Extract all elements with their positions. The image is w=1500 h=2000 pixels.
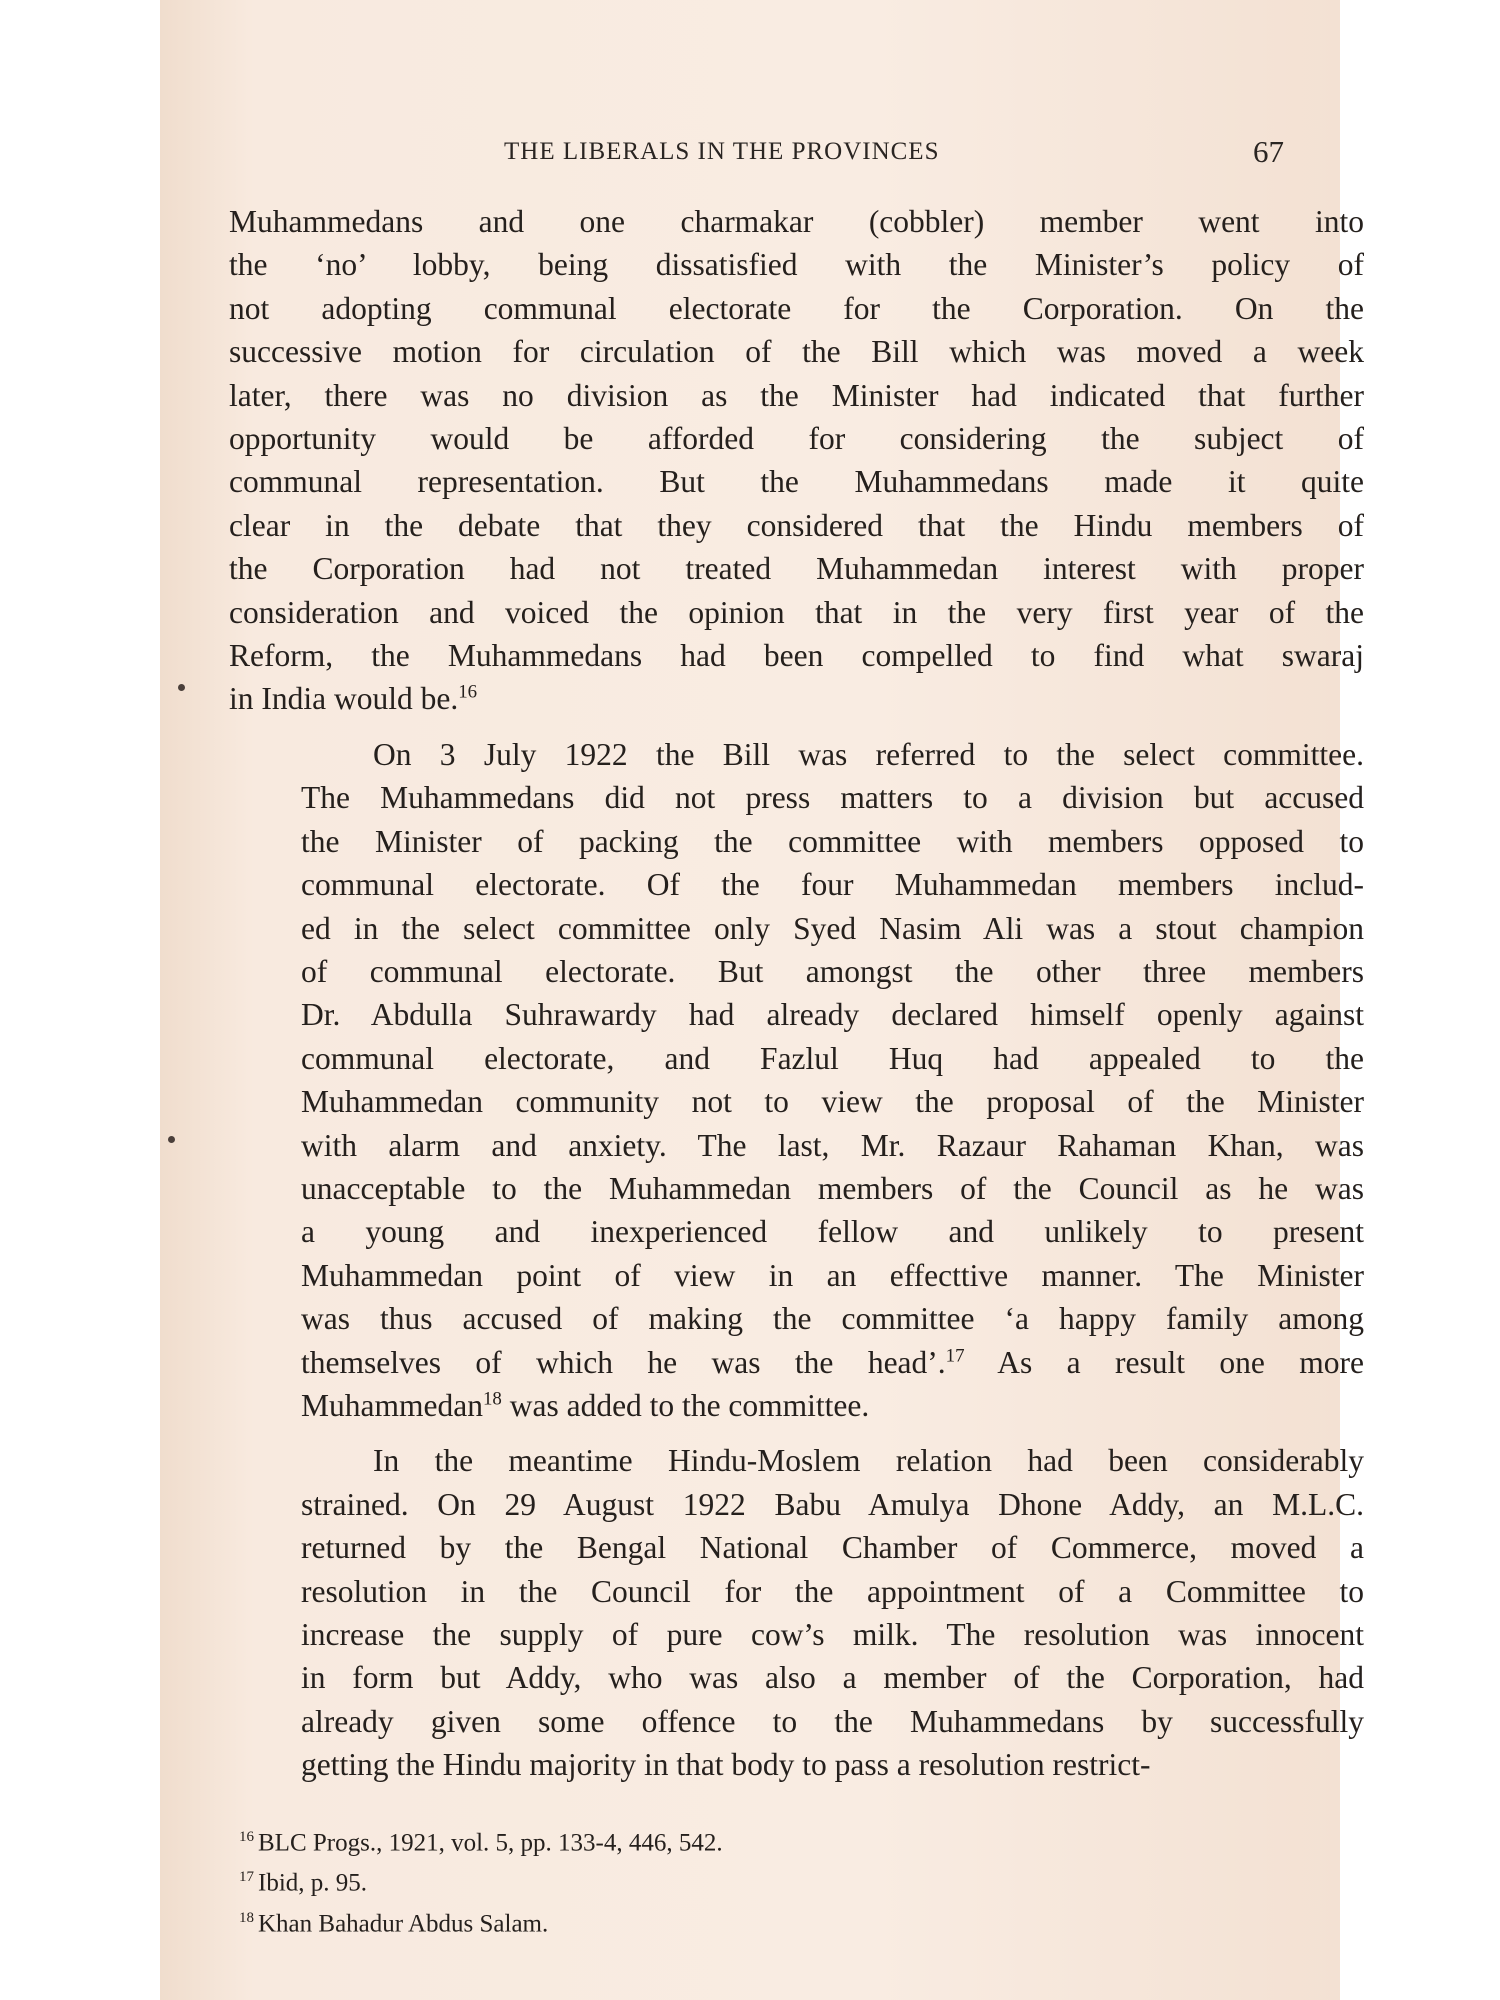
text-line <box>229 1656 1364 1699</box>
line-text: already given some offence to the Muhammedans by successfully <box>301 1703 1364 1739</box>
running-title: THE LIBERALS IN THE PROVINCES <box>504 138 940 165</box>
text-line <box>229 1743 1364 1786</box>
footnote-mark: 18 <box>239 1909 254 1926</box>
text-line <box>229 776 1364 819</box>
text-line <box>229 1254 1364 1297</box>
line-text: themselves of which he was the head’. <box>301 1344 946 1380</box>
paragraph <box>229 200 1364 721</box>
line-text: communal electorate. Of the four Muhammedan members includ- <box>301 867 1364 903</box>
line-text: As a result one more <box>964 1344 1365 1380</box>
line-text: unacceptable to the Muhammedan members of the Council as he was <box>301 1170 1364 1206</box>
line-text: opportunity would be afforded for considering the subject of <box>229 421 1364 457</box>
footnote-reference: 17 <box>945 1345 965 1367</box>
line-text: in India would be. <box>229 681 459 717</box>
text-line <box>229 1526 1364 1569</box>
text-line <box>229 863 1364 906</box>
text-line <box>229 1439 1364 1482</box>
line-text: increase the supply of pure cow’s milk. The resolution was innocent <box>301 1617 1364 1652</box>
text-line <box>229 1210 1364 1253</box>
text-line <box>229 1384 1364 1427</box>
line-text: successive motion for circulation of the Bill which was moved a week <box>229 334 1364 370</box>
running-head <box>160 134 1340 174</box>
text-line <box>229 820 1364 863</box>
text-line <box>229 1341 1364 1384</box>
line-text: On 3 July 1922 the Bill was referred to the select committee. <box>373 736 1364 772</box>
line-text: consideration and voiced the opinion that in the very first year of the <box>229 594 1364 630</box>
book-page <box>160 0 1365 2000</box>
text-line <box>229 504 1364 547</box>
paragraph <box>229 733 1364 1428</box>
line-text: later, there was no division as the Minister had indicated that further <box>229 377 1364 413</box>
text-line <box>229 460 1364 503</box>
line-text: Muhammedan community not to view the proposal of the Minister <box>301 1084 1364 1120</box>
text-line <box>229 1297 1364 1340</box>
text-line <box>229 1483 1364 1526</box>
line-text: the Corporation had not treated Muhammedan interest with proper <box>229 551 1364 587</box>
footnotes <box>239 1820 1239 1941</box>
line-text: in form but Addy, who was also a member of the Corporation, had <box>301 1660 1364 1696</box>
line-text: resolution in the Council for the appointment of a Committee to <box>301 1573 1364 1609</box>
footnote <box>239 1820 1239 1860</box>
text-line <box>229 1700 1364 1743</box>
line-text: In the meantime Hindu-Moslem relation had been considerably <box>373 1443 1364 1479</box>
line-text: a young and inexperienced fellow and unlikely to present <box>301 1214 1364 1250</box>
text-line <box>229 1613 1364 1656</box>
text-line <box>229 993 1364 1036</box>
text-line <box>229 417 1364 460</box>
margin-speck <box>178 684 185 691</box>
footnote-mark: 16 <box>239 1829 254 1845</box>
text-line <box>229 950 1364 993</box>
footnote-text: Khan Bahadur Abdus Salam. <box>258 1909 549 1937</box>
line-text: not adopting communal electorate for the Corporation. On the <box>229 290 1364 326</box>
text-line <box>229 1037 1364 1080</box>
line-text: was added to the committee. <box>501 1387 870 1423</box>
line-text: with alarm and anxiety. The last, Mr. Razaur Rahaman Khan, was <box>301 1127 1364 1163</box>
line-text: strained. On 29 August 1922 Babu Amulya Dhone Addy, an M.L.C. <box>301 1486 1364 1522</box>
line-text: communal representation. But the Muhammedans made it quite <box>229 464 1364 500</box>
footnote-reference: 16 <box>458 681 478 703</box>
text-line <box>229 1570 1364 1613</box>
text-line <box>229 1080 1364 1123</box>
line-text: Reform, the Muhammedans had been compelled to find what swaraj <box>229 638 1364 674</box>
line-text: Muhammedan point of view in an effecttive manner. The Minister <box>301 1257 1364 1293</box>
text-line <box>229 907 1364 950</box>
footnote <box>239 1860 1239 1900</box>
page-number: 67 <box>1253 134 1284 169</box>
line-text: communal electorate, and Fazlul Huq had appealed to the <box>301 1040 1364 1076</box>
text-line <box>229 374 1364 417</box>
text-line <box>229 1167 1364 1210</box>
footnote-text: Ibid, p. 95. <box>258 1869 368 1897</box>
line-text: of communal electorate. But amongst the other three members <box>301 953 1364 989</box>
line-text: Muhammedans and one charmakar (cobbler) member went into <box>229 204 1364 239</box>
text-line <box>229 634 1364 677</box>
footnote-text: BLC Progs., 1921, vol. 5, pp. 133-4, 446, 542. <box>258 1829 723 1857</box>
body-text <box>229 200 1364 1799</box>
line-text: was thus accused of making the committee ‘a happy family among <box>301 1301 1364 1337</box>
text-line <box>229 733 1364 776</box>
margin-speck <box>168 1136 175 1143</box>
text-line <box>229 287 1364 330</box>
paragraph <box>229 1439 1364 1786</box>
text-line <box>229 243 1364 286</box>
line-text: The Muhammedans did not press matters to a division but accused <box>301 780 1364 816</box>
line-text: Dr. Abdulla Suhrawardy had already declared himself openly against <box>301 997 1364 1033</box>
line-text: ed in the select committee only Syed Nasim Ali was a stout champion <box>301 910 1364 946</box>
line-text: the Minister of packing the committee with members opposed to <box>301 823 1364 859</box>
line-text: clear in the debate that they considered that the Hindu members of <box>229 507 1364 543</box>
footnote <box>239 1901 1239 1941</box>
text-line <box>229 677 1364 720</box>
text-line <box>229 330 1364 373</box>
line-text: getting the Hindu majority in that body to pass a resolution restrict- <box>301 1747 1151 1783</box>
line-text: returned by the Bengal National Chamber of Commerce, moved a <box>301 1530 1364 1566</box>
text-line <box>229 1124 1364 1167</box>
line-text: the ‘no’ lobby, being dissatisfied with the Minister’s policy of <box>229 247 1364 283</box>
line-text: Muhammedan <box>301 1387 483 1423</box>
text-line <box>229 591 1364 634</box>
footnote-reference: 18 <box>482 1388 502 1410</box>
footnote-mark: 17 <box>239 1869 254 1886</box>
text-line <box>229 200 1364 243</box>
text-line <box>229 547 1364 590</box>
